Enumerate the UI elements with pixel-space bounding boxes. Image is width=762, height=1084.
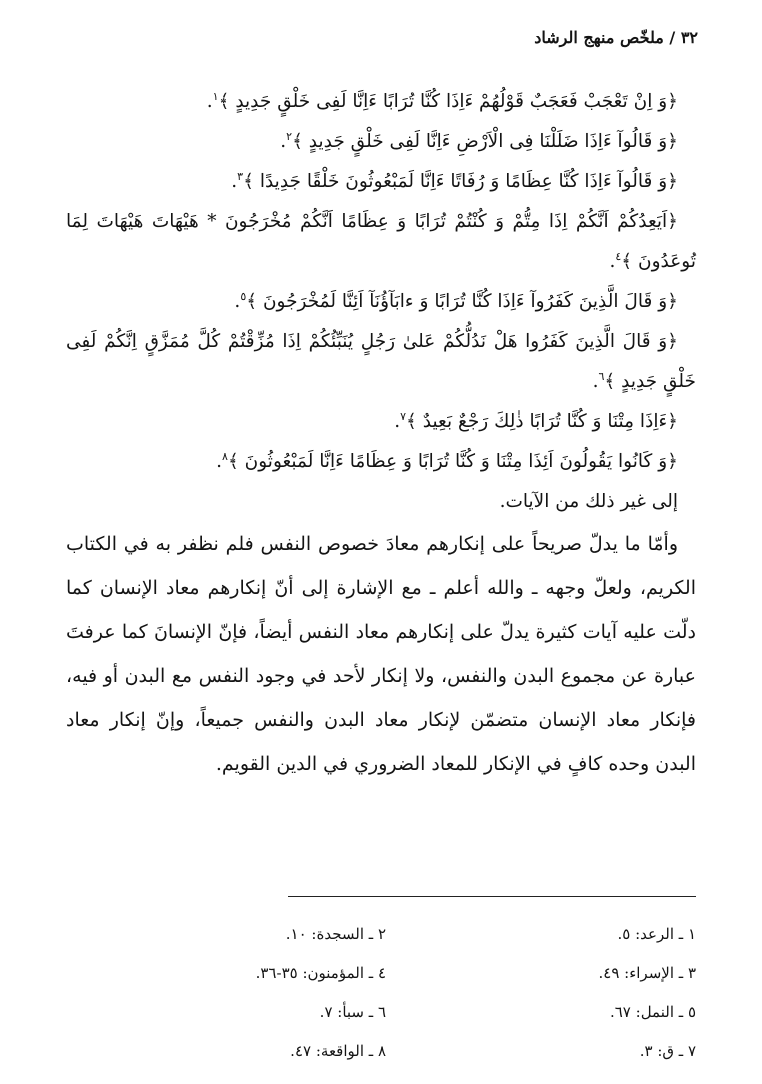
footnote-row: [66, 914, 696, 953]
footnote-ref[interactable]: ١: [212, 89, 219, 103]
footnote-item: ١ ـ الرعد: ٥.: [617, 924, 696, 943]
verse-text: ﴿اَيَعِدُكُمْ اَنَّكُمْ اِذَا مِتُّمْ وَ كُنْتُمْ تُرَابًا وَ عِظَامًا اَنَّكُمْ مُخْرَجُونَ * هَيْهَاتَ هَيْهَاتَ لِمَا تُوعَدُونَ ﴾: [66, 211, 696, 272]
footnote-item: ٣ ـ الإسراء: ٤٩.: [598, 963, 696, 982]
footnote-ref[interactable]: ٧: [400, 409, 407, 423]
verse-8: ﴿وَ كَانُوا يَقُولُونَ اَئِذَا مِتْنَا وَ كُنَّا تُرَابًا وَ عِظَامًا ءَاِنَّا لَمَبْعُوثُونَ ﴾$^٨$.: [216, 449, 678, 472]
verse-text: ﴿وَ كَانُوا يَقُولُونَ اَئِذَا مِتْنَا وَ كُنَّا تُرَابًا وَ عِظَامًا ءَاِنَّا لَمَبْعُوثُونَ ﴾: [227, 451, 678, 472]
footnote-row: [66, 1031, 696, 1070]
verse-text: ﴿وَ قَالُوآ ءَاِذَا ضَلَلْنَا فِى الْاَرْضِ ءَاِنَّا لَفِى خَلْقٍ جَدِيدٍ ﴾: [292, 131, 678, 152]
verse-4: ﴿اَيَعِدُكُمْ اَنَّكُمْ اِذَا مِتُّمْ وَ كُنْتُمْ تُرَابًا وَ عِظَامًا اَنَّكُمْ مُخْرَجُونَ * هَيْهَاتَ هَيْهَاتَ لِمَا تُوعَدُونَ ﴾$^٤$.: [66, 211, 696, 272]
footnote-item: ٦ ـ سبأ: ٧.: [319, 1002, 386, 1021]
footnote-row: [66, 992, 696, 1031]
closing-line: إلى غير ذلك من الآيات.: [499, 491, 678, 512]
verse-text: ﴿وَ اِنْ تَعْجَبْ فَعَجَبٌ قَوْلُهُمْ ءَاِذَا كُنَّا تُرَابًا ءَاِنَّا لَفِى خَلْقٍ جَدِيدٍ ﴾: [218, 91, 678, 112]
verse-text: ﴿ءَاِذَا مِتْنَا وَ كُنَّا تُرَابًا ذٰلِكَ رَجْعٌ بَعِيدٌ ﴾: [406, 411, 678, 432]
body-paragraph: وأمّا ما يدلّ صريحاً على إنكارهم معادَ خصوص النفس فلم نظفر به في الكتاب الكريم، ولعلّ وجهه ـ والله أعلم ـ مع الإشارة إلى أنّ إنكارهم معاد الإنسان كما دلّت عليه آيات كثيرة يدلّ على إنكارهم معاد النفس أيضاً، فإنّ الإنسانَ كما عرفتَ عبارة عن مجموع البدن والنفس، ولا إنكار لأحد في وجود النفس مع البدن أو فيه، فإنكار معاد الإنسان متضمّن لإنكار معاد البدن والنفس جميعاً، وإنّ إنكار معاد البدن وحده كافٍ في الإنكار للمعاد الضروري في الدين القويم.: [66, 533, 696, 775]
footnote-ref[interactable]: ٣: [237, 169, 244, 183]
verse-6: ﴿وَ قَالَ الَّذِينَ كَفَرُوا هَلْ نَدُلُّكُمْ عَلىٰ رَجُلٍ يُنَبِّئُكُمْ اِذَا مُزِّقْتُمْ كُلَّ مُمَزَّقٍ اِنَّكُمْ لَفِى خَلْقٍ جَدِيدٍ ﴾$^٦$.: [66, 331, 696, 392]
footnote-item: ٧ ـ ق: ٣.: [639, 1041, 696, 1060]
running-header: [534, 28, 698, 47]
book-title: ملخّص منهج الرشاد: [534, 28, 664, 47]
footnote-ref[interactable]: ٨: [222, 449, 228, 463]
footnote-ref[interactable]: ٥: [240, 289, 247, 303]
main-text: [66, 82, 696, 786]
footnote-ref[interactable]: ٦: [598, 369, 605, 383]
verse-text: ﴿وَ قَالَ الَّذِينَ كَفَرُوا هَلْ نَدُلُّكُمْ عَلىٰ رَجُلٍ يُنَبِّئُكُمْ اِذَا مُزِّقْتُمْ كُلَّ مُمَزَّقٍ اِنَّكُمْ لَفِى خَلْقٍ جَدِيدٍ ﴾: [66, 331, 696, 392]
footnote-item: ٢ ـ السجدة: ١٠.: [285, 924, 386, 943]
footnotes: [66, 914, 696, 1070]
verse-3: ﴿وَ قَالُوآ ءَاِذَا كُنَّا عِظَامًا وَ رُفَاتًا ءَاِنَّا لَمَبْعُوثُونَ خَلْقًا جَدِيدًا ﴾$^٣$.: [231, 169, 678, 192]
header-separator: /: [669, 28, 676, 47]
verse-text: ﴿وَ قَالَ الَّذِينَ كَفَرُوآ ءَاِذَا كُنَّا تُرَابًا وَ ءابَآؤُنَآ اَئِنَّا لَمُخْرَجُونَ ﴾: [246, 291, 678, 312]
verse-1: ﴿وَ اِنْ تَعْجَبْ فَعَجَبٌ قَوْلُهُمْ ءَاِذَا كُنَّا تُرَابًا ءَاِنَّا لَفِى خَلْقٍ جَدِيدٍ ﴾$^١$.: [206, 89, 678, 112]
verse-text: ﴿وَ قَالُوآ ءَاِذَا كُنَّا عِظَامًا وَ رُفَاتًا ءَاِنَّا لَمَبْعُوثُونَ خَلْقًا جَدِيدًا ﴾: [243, 171, 678, 192]
verse-5: ﴿وَ قَالَ الَّذِينَ كَفَرُوآ ءَاِذَا كُنَّا تُرَابًا وَ ءابَآؤُنَآ اَئِنَّا لَمُخْرَجُونَ ﴾$^٥$.: [234, 289, 678, 312]
footnote-item: ٥ ـ النمل: ٦٧.: [609, 1002, 696, 1021]
verse-7: ﴿ءَاِذَا مِتْنَا وَ كُنَّا تُرَابًا ذٰلِكَ رَجْعٌ بَعِيدٌ ﴾$^٧$.: [394, 409, 678, 432]
verse-2: ﴿وَ قَالُوآ ءَاِذَا ضَلَلْنَا فِى الْاَرْضِ ءَاِنَّا لَفِى خَلْقٍ جَدِيدٍ ﴾$^٢$.: [280, 129, 678, 152]
footnote-item: ٤ ـ المؤمنون: ٣٥-٣٦.: [255, 963, 386, 982]
page-number: ٣٢: [680, 28, 698, 47]
footnote-divider: [288, 896, 696, 897]
footnote-item: ٨ ـ الواقعة: ٤٧.: [290, 1041, 386, 1060]
footnote-ref[interactable]: ٢: [286, 129, 293, 143]
footnote-ref[interactable]: ٤: [615, 249, 622, 263]
footnote-row: [66, 953, 696, 992]
